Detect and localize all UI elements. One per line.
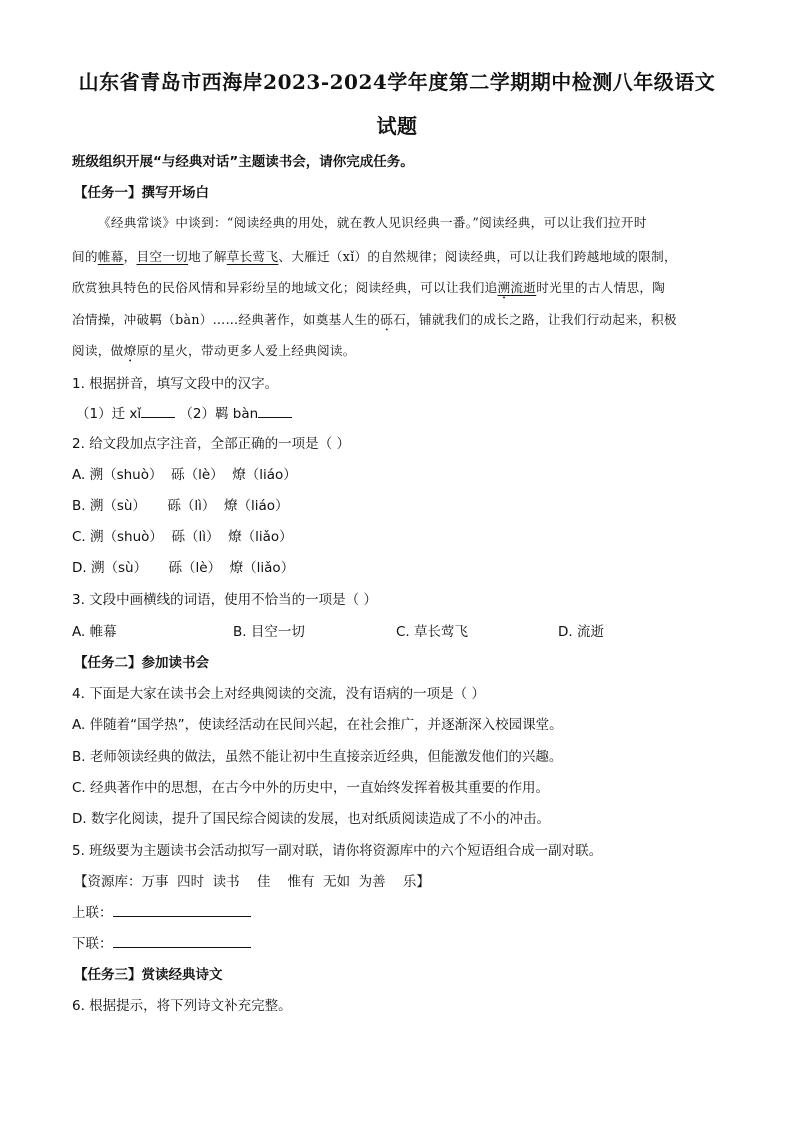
- q3-option-b[interactable]: B. 目空一切: [233, 624, 305, 640]
- passage-line-1: 《经典常谈》中谈到：“阅读经典的用处，就在教人见识经典一番。”阅读经典，可以让我们拉开时: [98, 215, 647, 230]
- underlined-word-weimu: 帷幕: [97, 249, 124, 264]
- q5-lower-couplet: [72, 932, 251, 952]
- passage-line-5: [72, 340, 356, 365]
- q3-option-d[interactable]: D. 流逝: [558, 624, 604, 640]
- underlined-word-mukongyiqie: 目空一切: [136, 249, 189, 264]
- task1-heading: 【任务一】撰写开场白: [74, 185, 209, 201]
- q2-option-b[interactable]: B. 溯（sù） 砾（lì） 燎（liáo）: [72, 498, 289, 514]
- q2-option-a[interactable]: A. 溯（shuò） 砾（lè） 燎（liáo）: [72, 467, 297, 483]
- lower-couplet-blank[interactable]: [113, 935, 251, 948]
- intro-text: 班级组织开展“与经典对话”主题读书会，请你完成任务。: [72, 154, 414, 170]
- lower-couplet-label: 下联：: [72, 936, 113, 952]
- q4-option-d[interactable]: D. 数字化阅读，提升了国民综合阅读的发展，也对纸质阅读造成了不小的冲击。: [72, 811, 550, 827]
- q1-item-1: （1）迁 xǐ: [76, 406, 142, 422]
- q4-option-a[interactable]: A. 伴随着“国学热”，使读经活动在民间兴起，在社会推广，并逐渐深入校园课堂。: [72, 717, 563, 733]
- question-6: 6. 根据提示，将下列诗文补充完整。: [72, 998, 292, 1014]
- q4-option-c[interactable]: C. 经典著作中的思想，在古今中外的历史中，一直始终发挥着极其重要的作用。: [72, 780, 550, 796]
- question-5: 5. 班级要为主题读书会活动拟写一副对联，请你将资源库中的六个短语组合成一副对联。: [72, 843, 603, 859]
- q1-item-2: （2）羁 bàn: [179, 406, 259, 422]
- dotted-char-li: 砾: [380, 312, 394, 327]
- passage-text: 地了解: [188, 249, 227, 264]
- exam-title-line2: 试题: [376, 114, 418, 138]
- passage-text: ，: [123, 249, 137, 264]
- passage-text: 、大雁迁（xǐ）的自然规律；阅读经典，可以让我们跨越地域的限制，: [278, 249, 677, 264]
- question-1: 1. 根据拼音，填写文段中的汉字。: [72, 376, 279, 392]
- question-1-blanks: [76, 402, 292, 422]
- answer-blank-1[interactable]: [141, 405, 175, 418]
- q2-option-d[interactable]: D. 溯（sù） 砾（lè） 燎（liǎo）: [72, 560, 295, 576]
- q2-option-c[interactable]: C. 溯（shuò） 砾（lì） 燎（liǎo）: [72, 529, 293, 545]
- dotted-char-su: 溯: [497, 280, 511, 295]
- passage-text: 阅读，做: [72, 343, 124, 358]
- q5-upper-couplet: [72, 901, 251, 921]
- underlined-word-caozhangyingfei: 草长莺飞: [226, 249, 279, 264]
- passage-text: 时光里的古人情思，陶: [536, 280, 666, 295]
- question-4: 4. 下面是大家在读书会上对经典阅读的交流，没有语病的一项是（ ）: [72, 686, 485, 702]
- passage-text: 间的: [72, 249, 98, 264]
- question-2: 2. 给文段加点字注音，全部正确的一项是（ ）: [72, 436, 350, 452]
- question-3: 3. 文段中画横线的词语，使用不恰当的一项是（ ）: [72, 592, 377, 608]
- passage-text: 原的星火，带动更多人爱上经典阅读。: [136, 343, 356, 358]
- answer-blank-2[interactable]: [258, 405, 292, 418]
- passage-text: 冶情操，冲破羁（bàn）……经典著作，如奠基人生的: [72, 312, 381, 327]
- upper-couplet-label: 上联：: [72, 905, 113, 921]
- underlined-word-liushi: 流逝: [510, 280, 537, 295]
- q3-option-c[interactable]: C. 草长莺飞: [396, 624, 469, 640]
- passage-line-4: [72, 309, 677, 334]
- passage-text: 欣赏独具特色的民俗风情和异彩纷呈的地域文化；阅读经典，可以让我们追: [72, 280, 498, 295]
- upper-couplet-blank[interactable]: [113, 904, 251, 917]
- passage-line-3: [72, 277, 665, 302]
- dotted-char-liao: 燎: [123, 343, 137, 358]
- passage-line-2: [72, 246, 677, 265]
- q3-option-a[interactable]: A. 帷幕: [72, 624, 117, 640]
- task3-heading: 【任务三】赏读经典诗文: [74, 967, 223, 983]
- q4-option-b[interactable]: B. 老师领读经典的做法，虽然不能让初中生直接亲近经典，但能激发他们的兴趣。: [72, 749, 563, 765]
- exam-title-line1: 山东省青岛市西海岸2023-2024学年度第二学期期中检测八年级语文: [78, 70, 716, 94]
- q5-resource-bank: 【资源库：万事 四时 读书 佳 惟有 无如 为善 乐】: [74, 874, 430, 890]
- task2-heading: 【任务二】参加读书会: [74, 655, 209, 671]
- passage-text: 石，铺就我们的成长之路，让我们行动起来，积极: [393, 312, 677, 327]
